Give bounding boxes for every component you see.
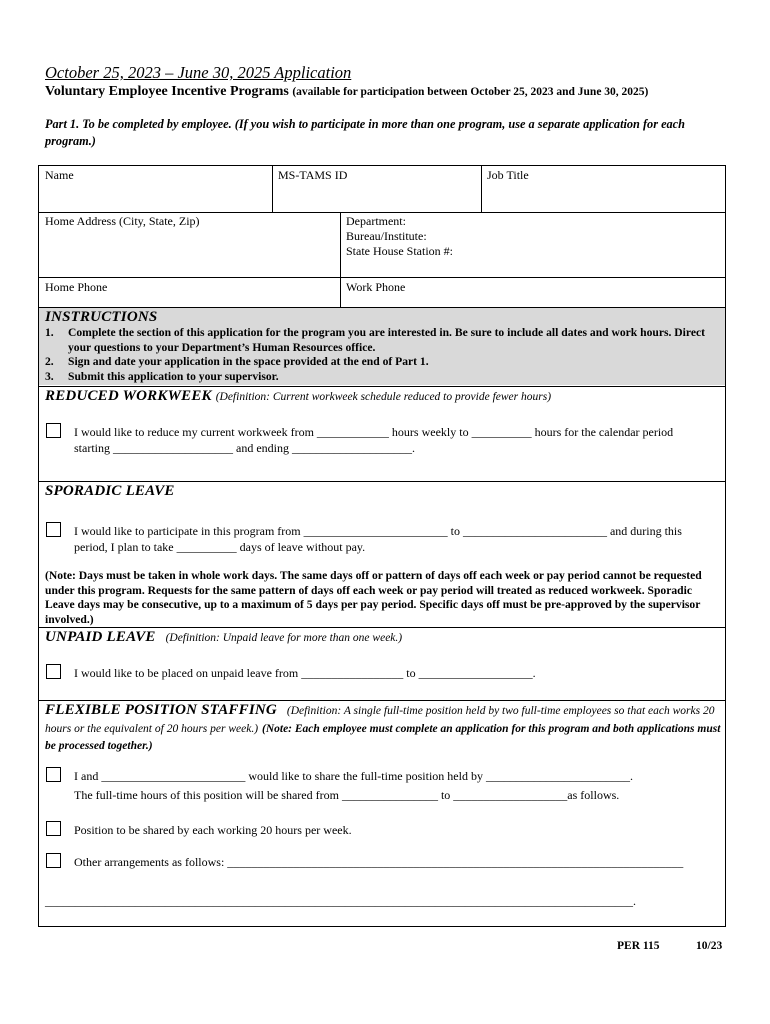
- form-id: PER 115: [617, 940, 660, 952]
- sporadic-leave-title: SPORADIC LEAVE: [45, 483, 175, 499]
- instruction-number: 2.: [45, 355, 54, 368]
- flexible-staffing-other-checkbox[interactable]: [46, 853, 61, 868]
- row-divider: [38, 627, 725, 628]
- reduced-workweek-definition: (Definition: Current workweek schedule reduced to provide fewer hours): [215, 391, 552, 403]
- station-label: State House Station #:: [346, 244, 453, 258]
- form-subtitle: [45, 84, 648, 100]
- job-title-field[interactable]: Job Title: [487, 168, 529, 182]
- department-label: Department:: [346, 214, 406, 228]
- flexible-staffing-20hrs-text: Position to be shared by each working 20 hours per week.: [74, 823, 352, 837]
- sporadic-leave-note: (Note: Days must be taken in whole work days. The same days off or pattern of days off each week or pay period cannot be requested under this program. Requests for the same pattern of days off each week or pay period will treated as reduced workweek. Sporadic Leave days may be consecutive, up to a maximum of 5 days per pay period. Specific days off must be pre-approved by the supervisor involved.): [45, 569, 702, 626]
- unpaid-leave-definition: (Definition: Unpaid leave for more than one week.): [165, 632, 403, 644]
- instruction-item: [45, 370, 717, 385]
- table-right-border: [725, 165, 726, 927]
- subtitle-availability: (available for participation between October 25, 2023 and June 30, 2025): [292, 86, 649, 98]
- instruction-text: Complete the section of this application for the program you are interested in. Be sure to include all dates and work hours. Direct your questions to your Department’s Human Resources office.: [68, 326, 705, 354]
- unpaid-leave-line1: I would like to be placed on unpaid leave from _________________ to ___________________.: [74, 666, 536, 680]
- row-divider: [38, 700, 725, 701]
- flexible-staffing-share-line1: I and ________________________ would like to share the full-time position held by ________________________.: [74, 769, 633, 783]
- part1-heading: Part 1. To be completed by employee. (If you wish to participate in more than one program, use a separate application for each program.): [45, 117, 685, 148]
- instruction-number: 3.: [45, 369, 54, 383]
- instructions-list: [45, 326, 717, 384]
- form-revision: 10/23: [696, 940, 723, 952]
- reduced-workweek-line1: I would like to reduce my current workweek from ____________ hours weekly to __________ hours for the calendar period: [74, 425, 674, 439]
- department-field[interactable]: [346, 214, 453, 259]
- bureau-label: Bureau/Institute:: [346, 229, 427, 243]
- flexible-staffing-heading: FLEXIBLE POSITION STAFFING: [45, 702, 277, 718]
- col-divider: [340, 212, 341, 307]
- col-divider: [272, 165, 273, 212]
- row-divider: [38, 386, 725, 387]
- row-divider: [38, 307, 725, 308]
- row-divider: [38, 277, 725, 278]
- home-address-field[interactable]: Home Address (City, State, Zip): [45, 214, 200, 228]
- flexible-staffing-20hrs-checkbox[interactable]: [46, 821, 61, 836]
- flexible-staffing-other-text: Other arrangements as follows: ____________________________________________________________________________: [74, 855, 684, 869]
- row-divider: [38, 212, 725, 213]
- name-field[interactable]: Name: [45, 168, 74, 182]
- sporadic-leave-checkbox[interactable]: [46, 522, 61, 537]
- instructions-title: INSTRUCTIONS: [45, 309, 158, 325]
- table-top-border: [38, 165, 725, 166]
- instruction-item: [45, 326, 717, 355]
- flexible-staffing-note: (Note: Each employee must complete an application for this program and both applications must be processed together.): [45, 722, 721, 752]
- work-phone-field[interactable]: Work Phone: [346, 280, 406, 294]
- col-divider: [481, 165, 482, 212]
- flexible-staffing-title: [45, 702, 721, 755]
- unpaid-leave-checkbox[interactable]: [46, 664, 61, 679]
- instruction-text: Sign and date your application in the space provided at the end of Part 1.: [68, 355, 429, 368]
- sporadic-leave-line2: period, I plan to take __________ days of leave without pay.: [74, 540, 366, 554]
- table-bottom-border: [38, 926, 725, 927]
- form-title: October 25, 2023 – June 30, 2025 Application: [45, 63, 352, 82]
- instruction-text: Submit this application to your supervisor.: [68, 369, 279, 383]
- reduced-workweek-line2: starting ____________________ and ending ____________________.: [74, 441, 415, 455]
- reduced-workweek-checkbox[interactable]: [46, 423, 61, 438]
- flexible-staffing-other-line2: __________________________________________________________________________________________________.: [45, 894, 636, 908]
- sporadic-leave-line1: I would like to participate in this program from ________________________ to ________________________ and during this: [74, 524, 682, 538]
- ms-tams-id-field[interactable]: MS-TAMS ID: [278, 168, 348, 182]
- unpaid-leave-heading: UNPAID LEAVE: [45, 629, 156, 645]
- reduced-workweek-title: [45, 388, 551, 405]
- reduced-workweek-heading: REDUCED WORKWEEK: [45, 388, 212, 404]
- home-phone-field[interactable]: Home Phone: [45, 280, 108, 294]
- unpaid-leave-title: [45, 629, 402, 646]
- flexible-staffing-definition: (Definition: A single full-time position held by two full-time employees so that each works 20 hours or the equivalent of 20 hours per week.): [45, 705, 715, 735]
- flexible-staffing-share-checkbox[interactable]: [46, 767, 61, 782]
- flexible-staffing-share-line2: The full-time hours of this position will be shared from ________________ to ___________________as follows.: [74, 788, 620, 802]
- row-divider: [38, 481, 725, 482]
- subtitle-main: Voluntary Employee Incentive Programs: [45, 84, 289, 99]
- instruction-item: [45, 355, 717, 370]
- instruction-number: 1.: [45, 326, 54, 339]
- table-left-border: [38, 165, 39, 927]
